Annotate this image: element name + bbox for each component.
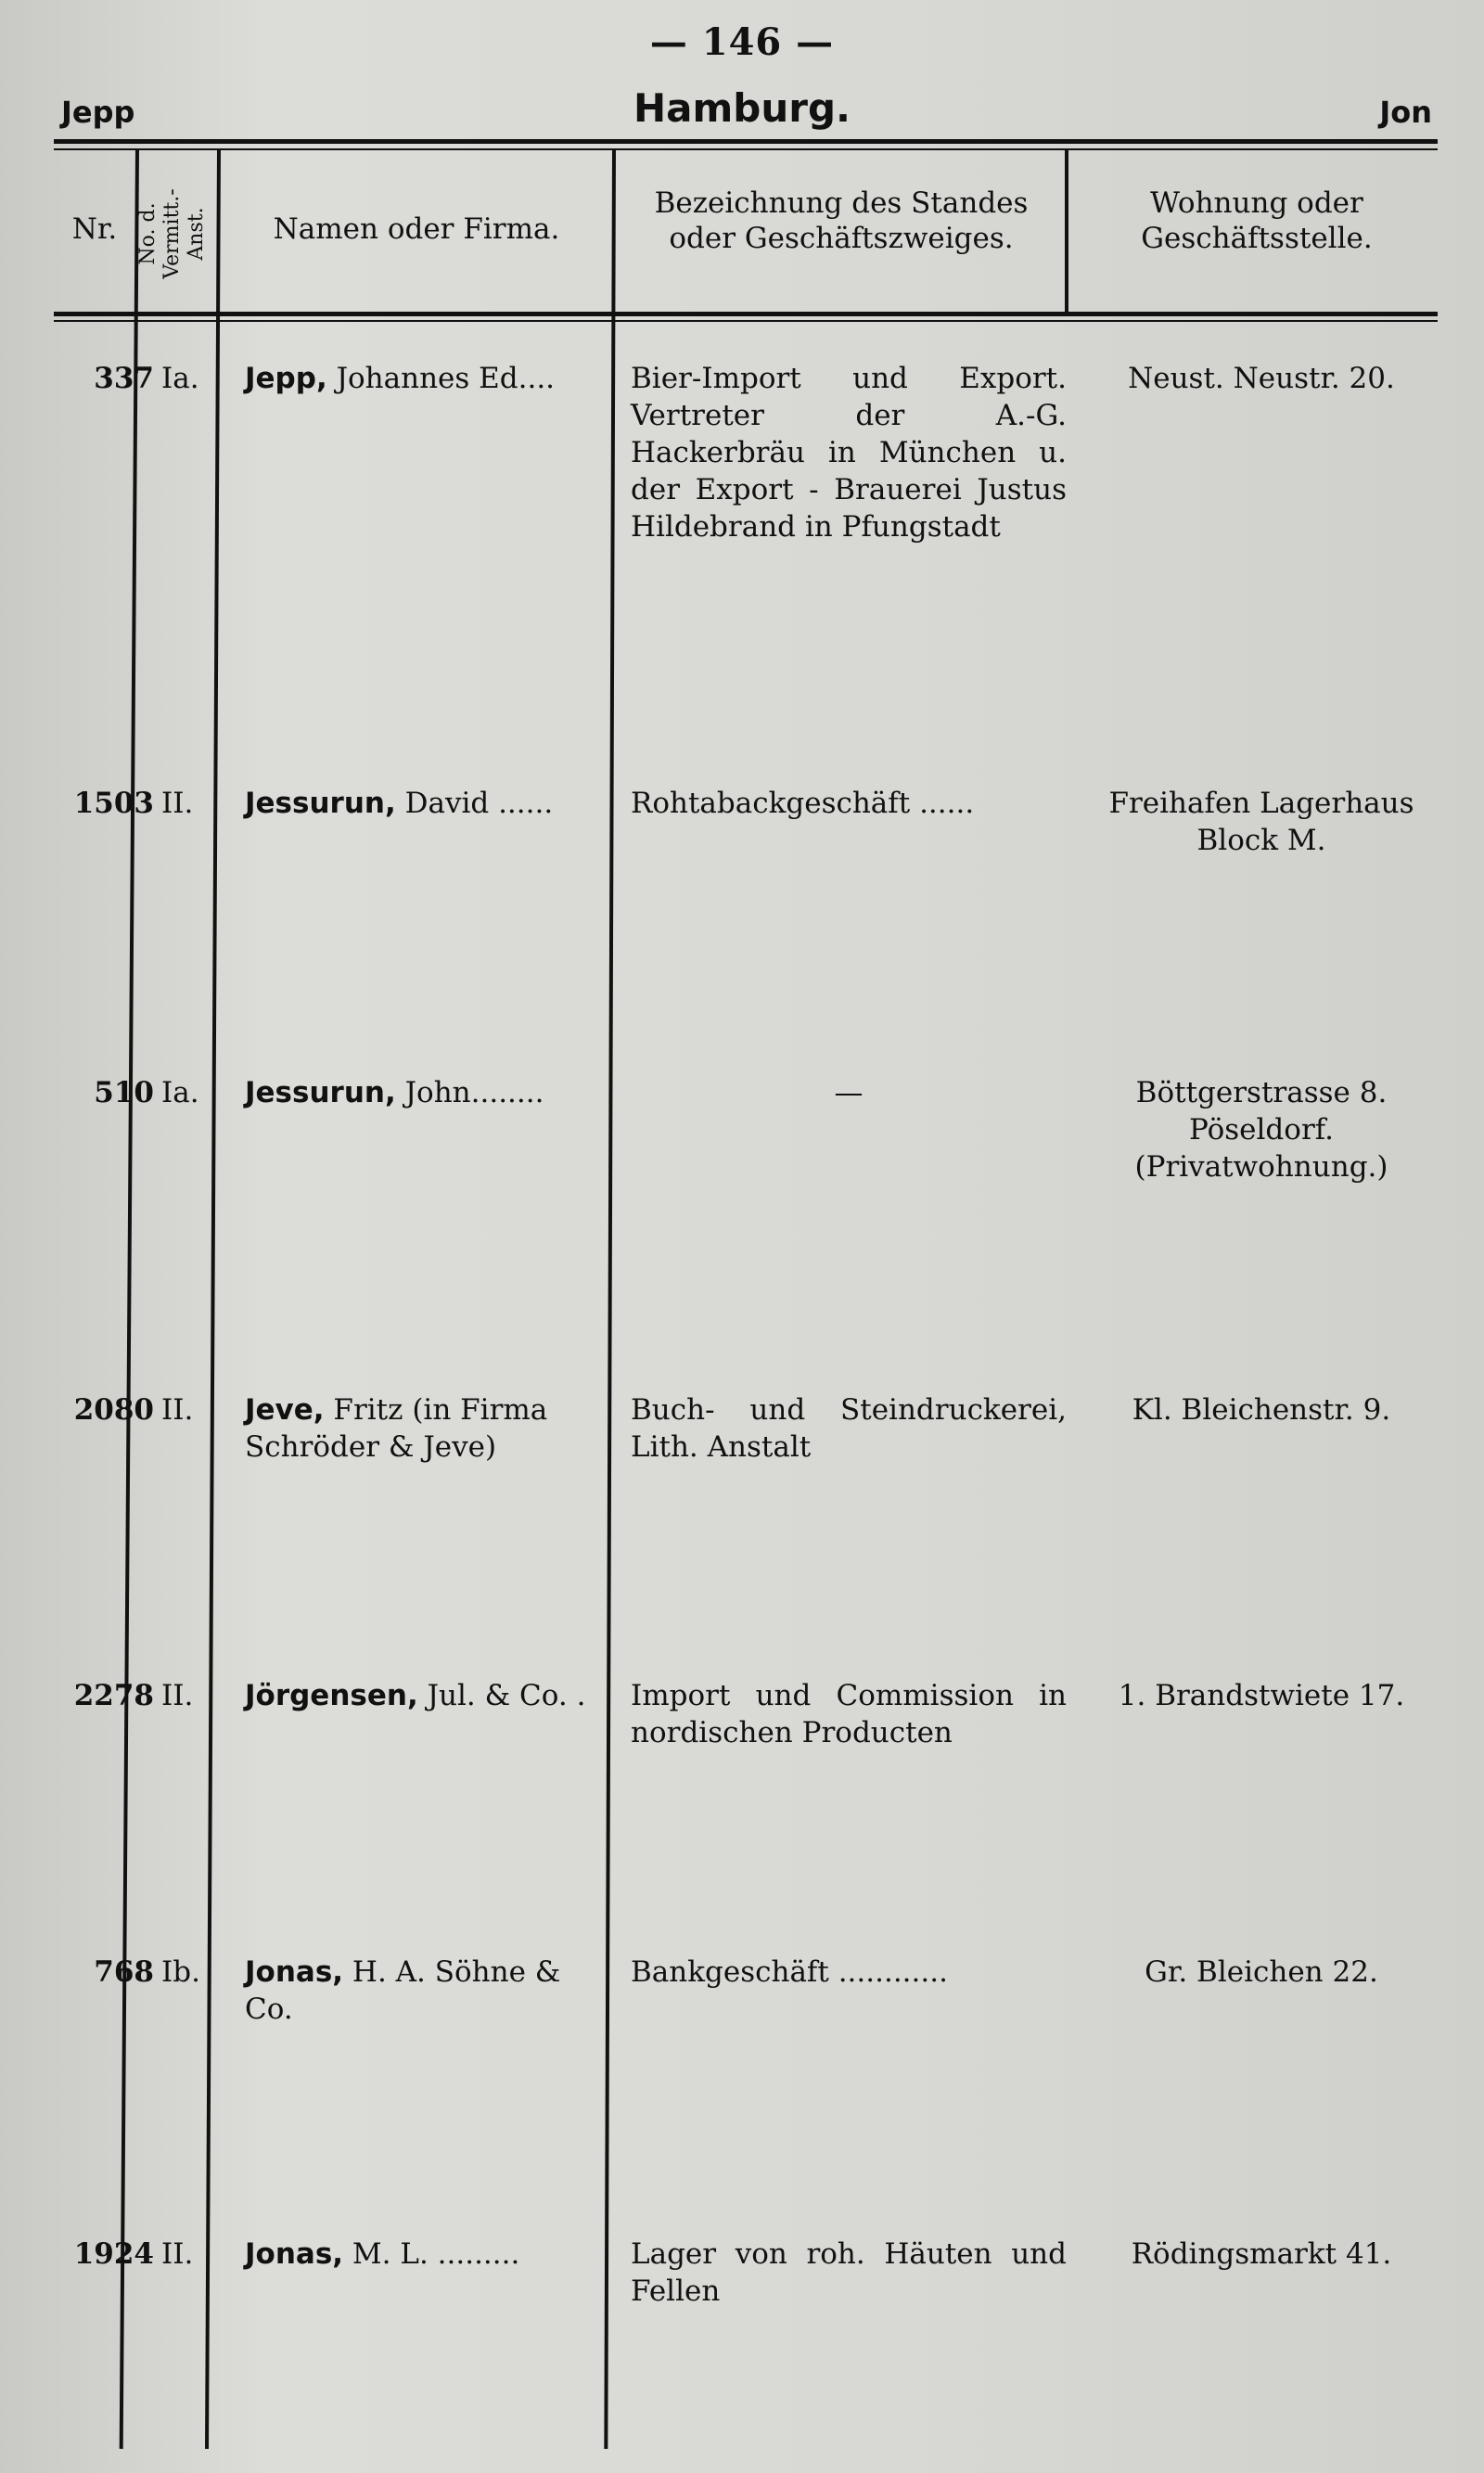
entry-anst: Ia. <box>161 362 199 395</box>
entry-wohn: 1. Brandstwiete 17. <box>1118 1679 1405 1712</box>
entry-anst: II. <box>161 2237 194 2271</box>
entry-name <box>245 1391 616 1466</box>
entry-nr: 2278 <box>73 1679 154 1712</box>
header-wohn: Wohnung oder Geschäftsstelle. <box>1141 186 1373 255</box>
entry-anst: II. <box>161 1679 194 1712</box>
entry-nr: 768 <box>94 1955 154 1989</box>
entry-stand: Rohtabackgeschäft ...... <box>631 787 975 820</box>
entry-wohn: Kl. Bleichenstr. 9. <box>1132 1393 1391 1427</box>
entry-name <box>245 2236 616 2273</box>
entry-name-rest: Fritz (in Firma Schröder & Jeve) <box>245 1393 548 1464</box>
top-rule <box>54 139 1438 144</box>
entry-anst: II. <box>161 1393 194 1427</box>
column-line-2 <box>205 148 221 2449</box>
entry-name-rest: Jul. & Co. . <box>417 1679 586 1712</box>
entry-name-bold: Jonas, <box>245 1955 344 1989</box>
column-line-1 <box>120 148 139 2449</box>
entry-stand: — <box>834 1076 864 1109</box>
entry-nr: 510 <box>94 1076 154 1109</box>
entry-stand: Import und Commission in nordischen Producten <box>631 1679 1067 1749</box>
entry-name-bold: Jessurun, <box>245 787 396 820</box>
entry-name <box>245 1954 616 2028</box>
catchword-left: Jepp <box>61 95 135 130</box>
entry-anst: II. <box>161 787 194 820</box>
header-name: Namen oder Firma. <box>273 212 560 246</box>
entry-wohn: Freihafen Lagerhaus Block M. <box>1108 787 1414 857</box>
entry-name <box>245 1074 616 1111</box>
entry-name-rest: Johannes Ed.... <box>326 362 556 395</box>
top-rule-thin <box>54 148 1438 150</box>
entry-name-bold: Jepp, <box>245 362 327 395</box>
entry-stand: Buch- und Steindruckerei, Lith. Anstalt <box>631 1393 1067 1464</box>
header-anst-text: No. d. Vermitt.-Anst. <box>136 188 208 279</box>
header-rule-thin <box>54 320 1438 322</box>
entry-name-rest: David ...... <box>395 787 554 820</box>
entry-name-bold: Jeve, <box>245 1393 325 1427</box>
entry-nr: 337 <box>94 362 154 395</box>
entry-anst: Ia. <box>161 1076 199 1109</box>
entry-nr: 1924 <box>73 2237 154 2271</box>
header-rule <box>54 312 1438 316</box>
entry-name <box>245 1677 616 1714</box>
entry-name <box>245 360 616 397</box>
entry-name-rest: H. A. Söhne & Co. <box>245 1955 561 2026</box>
entry-stand: Bier-Import und Export. Vertreter der A.-G. Hackerbräu in München u. der Export - Brauerei Justus Hildebrand in Pfungstadt <box>631 362 1067 544</box>
entry-name-rest: M. L. ......... <box>343 2237 520 2271</box>
entry-wohn: Rödingsmarkt 41. <box>1131 2237 1392 2271</box>
entry-name-rest: John........ <box>395 1076 544 1109</box>
entry-name <box>245 785 616 822</box>
entry-name-bold: Jörgensen, <box>245 1679 418 1712</box>
entry-wohn: Gr. Bleichen 22. <box>1145 1955 1378 1989</box>
entry-stand: Lager von roh. Häuten und Fellen <box>631 2237 1067 2308</box>
entry-wohn: Böttgerstrasse 8. Pöseldorf. (Privatwohnung.) <box>1134 1076 1388 1184</box>
entry-stand: Bankgeschäft ............ <box>631 1955 948 1989</box>
header-nr: Nr. <box>71 212 118 246</box>
page-title: Hamburg. <box>633 85 851 131</box>
entry-anst: Ib. <box>161 1955 200 1989</box>
page-number: — 146 — <box>649 20 835 64</box>
header-anst <box>128 160 217 308</box>
catchword-right: Jon <box>1379 95 1432 130</box>
header-stand: Bezeichnung des Standes oder Geschäftszweiges. <box>654 186 1029 255</box>
entry-name-bold: Jessurun, <box>245 1076 396 1109</box>
column-line-4 <box>1065 148 1068 315</box>
column-line-3 <box>604 148 616 2449</box>
entry-name-bold: Jonas, <box>245 2237 344 2271</box>
entry-nr: 1503 <box>73 787 154 820</box>
entry-wohn: Neust. Neustr. 20. <box>1128 362 1395 395</box>
entry-nr: 2080 <box>73 1393 154 1427</box>
